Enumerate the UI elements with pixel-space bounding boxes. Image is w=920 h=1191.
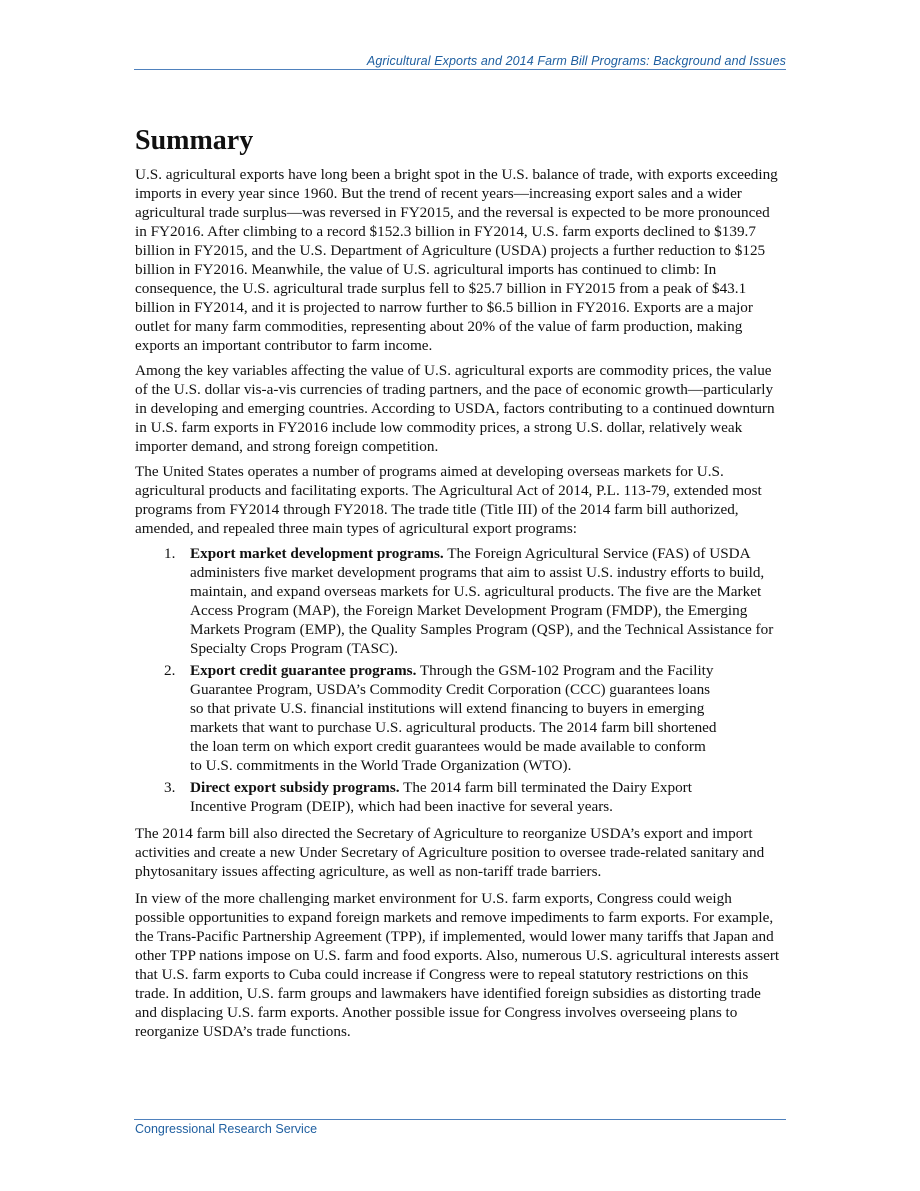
list-item-credit-guarantee bbox=[135, 661, 785, 775]
footer-rule bbox=[134, 1119, 786, 1120]
list-item-body bbox=[190, 661, 720, 775]
list-number: 2. bbox=[164, 662, 176, 679]
section-heading: Summary bbox=[135, 125, 254, 156]
list-item-body bbox=[190, 778, 720, 816]
paragraph-congress-issues: In view of the more challenging market environment for U.S. farm exports, Congress could weigh possible opportunities to expand foreign markets and remove impediments to farm exports. For example, the Trans-Pacific Partnership Agreement (TPP), if implemented, would lower many tariffs that Japan and other TPP nations impose on U.S. farm and food exports. Also, numerous U.S. agricultural interests assert that U.S. farm exports to Cuba could increase if Congress were to repeal statutory restrictions on this trade. In addition, U.S. farm groups and lawmakers have identified foreign subsidies as distorting trade and displacing U.S. farm exports. Another possible issue for Congress involves overseeing plans to reorganize USDA’s trade functions. bbox=[135, 890, 780, 1040]
header-rule bbox=[134, 69, 786, 70]
paragraph-reorganization: The 2014 farm bill also directed the Secretary of Agriculture to reorganize USDA’s export and import activities and create a new Under Secretary of Agriculture position to oversee trade-related sanitary and phytosanitary issues affecting agriculture, as well as non-tariff trade barriers. bbox=[135, 825, 765, 880]
running-header: Agricultural Exports and 2014 Farm Bill Programs: Background and Issues bbox=[366, 54, 786, 68]
list-term: Export market development programs. bbox=[190, 545, 444, 562]
list-text: Through the GSM-102 Program and the Facility Guarantee Program, USDA’s Commodity Credit Corporation (CCC) guarantees loans so that private U.S. financial institutions will extend financing to buyers in emerging markets that want to purchase U.S. agricultural products. The 2014 farm bill shortened the loan term on which export credit guarantees would be made available to conform to U.S. commitments in the World Trade Organization (WTO). bbox=[190, 662, 717, 774]
program-list bbox=[135, 544, 785, 816]
list-term: Direct export subsidy programs. bbox=[190, 779, 400, 796]
list-number: 3. bbox=[164, 779, 176, 796]
list-term: Export credit guarantee programs. bbox=[190, 662, 417, 679]
paragraph-trade-overview: U.S. agricultural exports have long been a bright spot in the U.S. balance of trade, with exports exceeding imports in every year since 1960. But the trend of recent years—increasing export sales and a wider agricultural trade surplus—was reversed in FY2015, and the reversal is expected to be more pronounced in FY2016. After climbing to a record $152.3 billion in FY2014, U.S. farm exports declined to $139.7 billion in FY2015, and the U.S. Department of Agriculture (USDA) projects a further reduction to $125 billion in FY2016. Meanwhile, the value of U.S. agricultural imports has continued to climb: In consequence, the U.S. agricultural trade surplus fell to $25.7 billion in FY2015 from a peak of $43.1 billion in FY2014, and it is projected to narrow further to $6.5 billion in FY2016. Exports are a major outlet for many farm commodities, representing about 20% of the value of farm production, making exports an important contributor to farm income. bbox=[135, 166, 778, 354]
list-item-export-subsidy bbox=[135, 778, 785, 816]
footer-source: Congressional Research Service bbox=[135, 1122, 318, 1136]
summary-section bbox=[135, 124, 785, 1047]
list-number: 1. bbox=[164, 545, 176, 562]
list-item-market-development bbox=[135, 544, 785, 658]
list-text: The 2014 farm bill terminated the Dairy Export Incentive Program (DEIP), which had been inactive for several years. bbox=[190, 779, 692, 815]
paragraph-export-programs: The United States operates a number of programs aimed at developing overseas markets for U.S. agricultural products and facilitating exports. The Agricultural Act of 2014, P.L. 113-79, extended most programs from FY2014 through FY2018. The trade title (Title III) of the 2014 farm bill authorized, amended, and repealed three main types of agricultural export programs: bbox=[135, 463, 762, 537]
list-text: The Foreign Agricultural Service (FAS) of USDA administers five market development programs that aim to assist U.S. industry efforts to build, maintain, and expand overseas markets for U.S. agricultural products. The five are the Market Access Program (MAP), the Foreign Market Development Program (FMDP), the Emerging Markets Program (EMP), the Quality Samples Program (QSP), and the Technical Assistance for Specialty Crops Program (TASC). bbox=[190, 545, 774, 657]
paragraph-key-variables: Among the key variables affecting the value of U.S. agricultural exports are commodity prices, the value of the U.S. dollar vis-a-vis currencies of trading partners, and the pace of economic growth—particularly in developing and emerging countries. According to USDA, factors contributing to a continued downturn in U.S. farm exports in FY2016 include low commodity prices, a strong U.S. dollar, relatively weak importer demand, and strong foreign competition. bbox=[135, 362, 775, 455]
